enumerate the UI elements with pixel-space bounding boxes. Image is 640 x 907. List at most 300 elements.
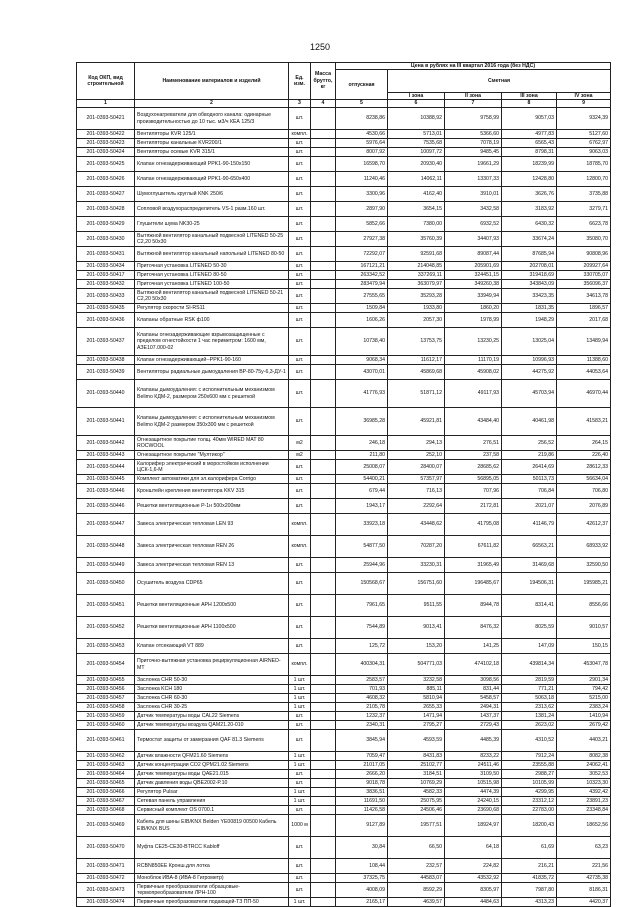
cell-price-zone-2: 19661,29 (445, 157, 502, 172)
cell-price-zone-4: 23891,23 (557, 797, 611, 806)
table-row (77, 328, 611, 356)
column-index: 5 (336, 100, 388, 108)
cell-mass (311, 232, 336, 247)
cell-code: 201-0393-50421 (77, 108, 135, 130)
cell-name: Моноблок ИВА-8 (ИВА-8 Гигрометр) (135, 874, 289, 883)
cell-price-otpusk: 4530,66 (336, 130, 388, 139)
cell-price-zone-4: 6623,78 (557, 217, 611, 232)
cell-price-zone-1: 214048,85 (388, 262, 445, 271)
cell-unit: компл. (289, 654, 311, 676)
cell-price-zone-3: 87685,94 (502, 247, 557, 262)
cell-price-zone-3: 9057,03 (502, 108, 557, 130)
cell-mass (311, 460, 336, 475)
cell-price-zone-2: 33949,94 (445, 289, 502, 304)
cell-price-zone-3: 31469,68 (502, 558, 557, 573)
cell-price-otpusk: 33923,18 (336, 514, 388, 536)
table-row (77, 761, 611, 770)
cell-name: RCBN850EE Кронш.для лотка (135, 859, 289, 874)
cell-price-otpusk: 246,18 (336, 436, 388, 451)
cell-price-zone-4: 3735,88 (557, 187, 611, 202)
cell-price-zone-2: 3098,56 (445, 676, 502, 685)
cell-price-zone-4: 46970,44 (557, 380, 611, 408)
table-row (77, 232, 611, 247)
table-row (77, 752, 611, 761)
table-row (77, 837, 611, 859)
cell-code: 201-0393-50433 (77, 289, 135, 304)
cell-unit: шт. (289, 148, 311, 157)
cell-price-zone-4: 8082,38 (557, 752, 611, 761)
cell-price-zone-2: 8476,32 (445, 617, 502, 639)
cell-price-otpusk: 10738,40 (336, 328, 388, 356)
cell-price-zone-3: 45703,94 (502, 380, 557, 408)
cell-price-otpusk: 1943,17 (336, 499, 388, 514)
cell-price-zone-3: 2819,59 (502, 676, 557, 685)
cell-price-zone-3: 41146,79 (502, 514, 557, 536)
cell-price-otpusk: 8007,92 (336, 148, 388, 157)
cell-price-zone-2: 49117,93 (445, 380, 502, 408)
cell-price-otpusk: 5852,66 (336, 217, 388, 232)
cell-mass (311, 172, 336, 187)
cell-price-zone-4: 68933,92 (557, 536, 611, 558)
cell-price-zone-3: 202708,01 (502, 262, 557, 271)
cell-mass (311, 837, 336, 859)
cell-price-zone-4: 12800,70 (557, 172, 611, 187)
cell-unit: шт. (289, 313, 311, 328)
cell-price-zone-4: 63,23 (557, 837, 611, 859)
cell-price-zone-3: 6430,32 (502, 217, 557, 232)
cell-name: Заслонка CHR 30-25 (135, 703, 289, 712)
cell-price-zone-1: 1933,80 (388, 304, 445, 313)
table-row (77, 797, 611, 806)
cell-name: Завеса электрическая тепловая REN 26 (135, 536, 289, 558)
cell-name: Клапаны обратные RSK ф100 (135, 313, 289, 328)
cell-name: Муфта CE25-CE30-BTRCC Kabloff (135, 837, 289, 859)
cell-mass (311, 247, 336, 262)
cell-price-zone-1: 10769,29 (388, 779, 445, 788)
cell-price-otpusk: 4608,32 (336, 694, 388, 703)
cell-mass (311, 217, 336, 232)
header-unit: Ед. изм. (289, 63, 311, 100)
cell-price-zone-1: 2292,64 (388, 499, 445, 514)
cell-price-zone-2: 196485,67 (445, 573, 502, 595)
column-index: 8 (502, 100, 557, 108)
header-smetnaya: Сметная (388, 70, 611, 92)
cell-price-zone-2: 11170,19 (445, 356, 502, 365)
cell-unit: компл. (289, 130, 311, 139)
cell-price-zone-4: 9010,57 (557, 617, 611, 639)
cell-price-zone-4: 221,56 (557, 859, 611, 874)
cell-price-otpusk: 41776,93 (336, 380, 388, 408)
cell-code: 201-0393-50472 (77, 874, 135, 883)
cell-unit: шт. (289, 730, 311, 752)
cell-price-zone-2: 6932,52 (445, 217, 502, 232)
cell-mass (311, 573, 336, 595)
cell-unit: шт. (289, 139, 311, 148)
cell-mass (311, 676, 336, 685)
cell-unit: шт. (289, 484, 311, 499)
cell-code: 201-0393-50461 (77, 730, 135, 752)
table-row (77, 289, 611, 304)
cell-price-zone-2: 5366,60 (445, 130, 502, 139)
cell-price-zone-3: 33423,35 (502, 289, 557, 304)
cell-price-zone-2: 3910,01 (445, 187, 502, 202)
cell-code: 201-0393-50455 (77, 676, 135, 685)
column-index: 9 (557, 100, 611, 108)
cell-mass (311, 685, 336, 694)
table-row (77, 770, 611, 779)
table-row (77, 247, 611, 262)
cell-mass (311, 289, 336, 304)
cell-name: Комплект автоматики для эл.калорифера Corrigo (135, 475, 289, 484)
cell-price-zone-3: 1381,24 (502, 712, 557, 721)
table-row (77, 536, 611, 558)
cell-price-zone-3: 12428,80 (502, 172, 557, 187)
cell-price-zone-1: 4639,57 (388, 898, 445, 907)
cell-price-zone-3: 256,52 (502, 436, 557, 451)
cell-price-zone-1: 11612,17 (388, 356, 445, 365)
cell-price-zone-4: 5215,00 (557, 694, 611, 703)
cell-unit: шт. (289, 408, 311, 436)
cell-price-zone-1: 25075,95 (388, 797, 445, 806)
cell-price-zone-2: 9485,45 (445, 148, 502, 157)
cell-name: Сетевая панель управления (135, 797, 289, 806)
cell-price-otpusk: 3300,96 (336, 187, 388, 202)
cell-name: Вентиляторы радиальные дымоудаления ВР-80-75у-6,3-ДУ-1 (135, 365, 289, 380)
cell-price-zone-3: 26414,69 (502, 460, 557, 475)
cell-price-zone-4: 11388,60 (557, 356, 611, 365)
cell-name: Завеса электрическая тепловая REN 13 (135, 558, 289, 573)
column-index-row (77, 100, 611, 108)
table-row (77, 475, 611, 484)
cell-price-zone-1: 252,10 (388, 451, 445, 460)
cell-unit: 1 шт. (289, 703, 311, 712)
cell-mass (311, 806, 336, 815)
cell-code: 201-0393-50424 (77, 148, 135, 157)
cell-mass (311, 712, 336, 721)
column-index: 7 (445, 100, 502, 108)
cell-unit: 1 шт. (289, 685, 311, 694)
cell-price-zone-1: 5810,94 (388, 694, 445, 703)
table-row (77, 313, 611, 328)
table-row (77, 356, 611, 365)
table-row (77, 148, 611, 157)
cell-name: Датчик давления воды QBE2002-P.10 (135, 779, 289, 788)
table-row (77, 408, 611, 436)
cell-price-zone-1: 51871,12 (388, 380, 445, 408)
cell-code: 201-0393-50457 (77, 694, 135, 703)
cell-mass (311, 380, 336, 408)
cell-price-zone-2: 4484,63 (445, 898, 502, 907)
cell-price-zone-3: 343843,09 (502, 280, 557, 289)
cell-mass (311, 365, 336, 380)
column-index: 4 (311, 100, 336, 108)
cell-name: Клапан огнезадерживающий PPK1-90-650х400 (135, 172, 289, 187)
cell-unit: шт. (289, 460, 311, 475)
cell-unit: шт. (289, 356, 311, 365)
cell-code: 201-0393-50454 (77, 654, 135, 676)
cell-price-zone-2: 1978,99 (445, 313, 502, 328)
cell-price-zone-3: 50113,73 (502, 475, 557, 484)
cell-price-otpusk: 7961,65 (336, 595, 388, 617)
cell-price-zone-3: 40461,98 (502, 408, 557, 436)
cell-name: Решетки вентиляционные АРН 1200х500 (135, 595, 289, 617)
cell-name: Приточная установка LITENED 80-50 (135, 271, 289, 280)
cell-price-zone-1: 57357,97 (388, 475, 445, 484)
cell-price-zone-3: 147,09 (502, 639, 557, 654)
cell-mass (311, 262, 336, 271)
cell-mass (311, 703, 336, 712)
cell-price-zone-1: 19577,51 (388, 815, 445, 837)
cell-name: Вытяжной вентилятор канальный напольный LITENED 80-50 (135, 247, 289, 262)
cell-code: 201-0393-50435 (77, 304, 135, 313)
table-row (77, 280, 611, 289)
cell-price-zone-1: 294,13 (388, 436, 445, 451)
cell-price-otpusk: 7059,47 (336, 752, 388, 761)
cell-name: Датчик температуры воды CAL22 Siemens (135, 712, 289, 721)
cell-price-zone-3: 2623,02 (502, 721, 557, 730)
cell-price-zone-1: 9511,55 (388, 595, 445, 617)
cell-mass (311, 770, 336, 779)
price-table (76, 62, 611, 907)
cell-price-zone-1: 4162,40 (388, 187, 445, 202)
cell-code: 201-0393-50446 (77, 499, 135, 514)
cell-name: Клапаны огнезадерживающие взрывозащищенные с пределом огнестойкости 1 час периметром: 1600 мм, АЗЕ107.000-02 (135, 328, 289, 356)
cell-unit: 1 шт. (289, 752, 311, 761)
cell-unit: шт. (289, 770, 311, 779)
cell-name: Вентиляторы канальные KVR200/1 (135, 139, 289, 148)
cell-unit: 1 шт. (289, 761, 311, 770)
cell-price-zone-1: 363079,97 (388, 280, 445, 289)
cell-price-zone-4: 18785,70 (557, 157, 611, 172)
header-mass: Масса брутто, кг (311, 63, 336, 100)
table-row (77, 676, 611, 685)
table-row (77, 304, 611, 313)
cell-price-otpusk: 43070,01 (336, 365, 388, 380)
cell-price-zone-1: 92591,68 (388, 247, 445, 262)
cell-price-zone-3: 10105,99 (502, 779, 557, 788)
cell-price-zone-2: 23690,68 (445, 806, 502, 815)
cell-price-otpusk: 3845,94 (336, 730, 388, 752)
cell-price-zone-2: 34407,93 (445, 232, 502, 247)
cell-price-zone-3: 194506,31 (502, 573, 557, 595)
cell-name: Регулятор скорости SI-RS11 (135, 304, 289, 313)
cell-price-zone-2: 1437,37 (445, 712, 502, 721)
cell-code: 201-0393-50434 (77, 262, 135, 271)
cell-price-otpusk: 2340,31 (336, 721, 388, 730)
table-row (77, 639, 611, 654)
table-row (77, 514, 611, 536)
cell-price-zone-2: 831,44 (445, 685, 502, 694)
table-row (77, 617, 611, 639)
cell-price-otpusk: 9127,89 (336, 815, 388, 837)
cell-price-zone-1: 44583,07 (388, 874, 445, 883)
cell-price-zone-4: 330705,07 (557, 271, 611, 280)
cell-price-zone-1: 70287,20 (388, 536, 445, 558)
cell-code: 201-0393-50467 (77, 797, 135, 806)
cell-mass (311, 356, 336, 365)
table-row (77, 730, 611, 752)
cell-price-otpusk: 72292,07 (336, 247, 388, 262)
cell-unit: шт. (289, 328, 311, 356)
cell-price-zone-1: 35760,39 (388, 232, 445, 247)
cell-price-zone-4: 706,80 (557, 484, 611, 499)
cell-unit: шт. (289, 639, 311, 654)
cell-price-zone-2: 8233,22 (445, 752, 502, 761)
cell-price-zone-3: 41835,72 (502, 874, 557, 883)
cell-price-otpusk: 25944,96 (336, 558, 388, 573)
cell-price-zone-4: 9063,03 (557, 148, 611, 157)
cell-price-zone-1: 8592,29 (388, 883, 445, 898)
cell-price-zone-3: 219,86 (502, 451, 557, 460)
cell-price-zone-1: 28400,07 (388, 460, 445, 475)
cell-code: 201-0393-50428 (77, 202, 135, 217)
cell-price-zone-2: 24240,15 (445, 797, 502, 806)
cell-code: 201-0393-50469 (77, 815, 135, 837)
cell-price-otpusk: 150568,67 (336, 573, 388, 595)
cell-mass (311, 313, 336, 328)
cell-price-zone-3: 4977,83 (502, 130, 557, 139)
cell-price-zone-1: 8431,83 (388, 752, 445, 761)
cell-mass (311, 436, 336, 451)
cell-price-zone-1: 2655,33 (388, 703, 445, 712)
cell-code: 201-0393-50466 (77, 788, 135, 797)
cell-name: Датчик концентрации CO2 QPM21.02 Siemens (135, 761, 289, 770)
cell-price-otpusk: 679,44 (336, 484, 388, 499)
cell-code: 201-0393-50422 (77, 130, 135, 139)
cell-price-zone-2: 13230,25 (445, 328, 502, 356)
cell-unit: шт. (289, 712, 311, 721)
cell-price-otpusk: 11240,46 (336, 172, 388, 187)
cell-name: Термостат защиты от замерзания QAF 81.3 Siemens (135, 730, 289, 752)
cell-name: Приточная установка LITENED 100-50 (135, 280, 289, 289)
cell-price-zone-3: 216,21 (502, 859, 557, 874)
cell-price-zone-4: 35080,70 (557, 232, 611, 247)
cell-price-zone-1: 24506,46 (388, 806, 445, 815)
cell-code: 201-0393-50458 (77, 703, 135, 712)
cell-code: 201-0393-50442 (77, 436, 135, 451)
cell-price-otpusk: 36985,28 (336, 408, 388, 436)
cell-price-zone-4: 8186,31 (557, 883, 611, 898)
cell-price-otpusk: 400304,31 (336, 654, 388, 676)
cell-price-zone-1: 33230,31 (388, 558, 445, 573)
cell-price-zone-4: 4392,42 (557, 788, 611, 797)
cell-price-zone-3: 3626,76 (502, 187, 557, 202)
cell-mass (311, 558, 336, 573)
cell-price-zone-3: 23555,88 (502, 761, 557, 770)
cell-name: Решетки вентиляционные Р-1н 500х200мм (135, 499, 289, 514)
cell-price-zone-3: 7987,80 (502, 883, 557, 898)
header-zone-2: II зона (445, 92, 502, 99)
cell-price-zone-2: 31965,49 (445, 558, 502, 573)
cell-code: 201-0393-50443 (77, 451, 135, 460)
cell-price-zone-1: 153,20 (388, 639, 445, 654)
cell-price-zone-4: 8556,66 (557, 595, 611, 617)
cell-price-otpusk: 11426,58 (336, 806, 388, 815)
table-row (77, 217, 611, 232)
cell-code: 201-0393-50426 (77, 172, 135, 187)
cell-code: 201-0393-50460 (77, 721, 135, 730)
header-name: Наименование материалов и изделий (135, 63, 289, 100)
cell-name: Датчик температуры воды QAE21.015 (135, 770, 289, 779)
cell-name: Осушитель воздуха CDP65 (135, 573, 289, 595)
table-row (77, 380, 611, 408)
cell-name: Кронштейн крепления вентилятора KKV 315 (135, 484, 289, 499)
cell-price-zone-2: 10515,98 (445, 779, 502, 788)
cell-mass (311, 157, 336, 172)
cell-price-otpusk: 2105,78 (336, 703, 388, 712)
table-row (77, 806, 611, 815)
cell-name: Клапан отсекающий VT 889 (135, 639, 289, 654)
cell-mass (311, 328, 336, 356)
cell-price-zone-3: 4299,95 (502, 788, 557, 797)
cell-code: 201-0393-50430 (77, 232, 135, 247)
cell-code: 201-0393-50440 (77, 380, 135, 408)
cell-mass (311, 271, 336, 280)
cell-price-zone-4: 2017,68 (557, 313, 611, 328)
cell-mass (311, 815, 336, 837)
cell-price-zone-3: 3183,92 (502, 202, 557, 217)
cell-code: 201-0393-50452 (77, 617, 135, 639)
cell-mass (311, 752, 336, 761)
cell-price-zone-4: 18652,56 (557, 815, 611, 837)
cell-code: 201-0393-50463 (77, 761, 135, 770)
cell-price-zone-4: 3052,53 (557, 770, 611, 779)
cell-unit: 1 шт. (289, 898, 311, 907)
cell-code: 201-0393-50441 (77, 408, 135, 436)
cell-price-zone-1: 1471,94 (388, 712, 445, 721)
cell-price-zone-3: 10996,93 (502, 356, 557, 365)
cell-price-zone-4: 56634,04 (557, 475, 611, 484)
cell-mass (311, 694, 336, 703)
cell-code: 201-0393-50448 (77, 536, 135, 558)
cell-price-otpusk: 2583,57 (336, 676, 388, 685)
cell-name: Датчик влажности QFM21.60 Siemens (135, 752, 289, 761)
cell-unit: шт. (289, 247, 311, 262)
cell-mass (311, 761, 336, 770)
cell-price-zone-1: 35293,28 (388, 289, 445, 304)
cell-code: 201-0393-50437 (77, 328, 135, 356)
cell-mass (311, 730, 336, 752)
table-body (77, 108, 611, 907)
cell-price-otpusk: 263342,52 (336, 271, 388, 280)
cell-price-zone-2: 4485,39 (445, 730, 502, 752)
cell-code: 201-0393-50432 (77, 280, 135, 289)
cell-code: 201-0393-50456 (77, 685, 135, 694)
table-row (77, 262, 611, 271)
cell-unit: шт. (289, 883, 311, 898)
cell-name: Клапан огнезадерживающий--PPK1-90-160 (135, 356, 289, 365)
cell-price-zone-4: 453047,78 (557, 654, 611, 676)
cell-price-zone-1: 13753,75 (388, 328, 445, 356)
cell-code: 201-0393-50450 (77, 573, 135, 595)
cell-code: 201-0393-50445 (77, 475, 135, 484)
cell-price-zone-4: 42612,37 (557, 514, 611, 536)
cell-name: Заслонка CHR 50-30 (135, 676, 289, 685)
cell-unit: шт. (289, 874, 311, 883)
cell-price-zone-4: 44053,64 (557, 365, 611, 380)
cell-unit: шт. (289, 172, 311, 187)
cell-price-zone-4: 794,42 (557, 685, 611, 694)
cell-name: Кабель для шины EIB/KNX Belden YE00819 00500 Кабель EIB/KNX BUS (135, 815, 289, 837)
cell-price-zone-3: 18239,99 (502, 157, 557, 172)
cell-unit: шт. (289, 475, 311, 484)
cell-price-otpusk: 9018,78 (336, 779, 388, 788)
cell-price-zone-4: 4403,21 (557, 730, 611, 752)
cell-price-zone-4: 9324,39 (557, 108, 611, 130)
cell-price-zone-3: 6565,43 (502, 139, 557, 148)
cell-price-zone-2: 56895,05 (445, 475, 502, 484)
cell-code: 201-0393-50470 (77, 837, 135, 859)
